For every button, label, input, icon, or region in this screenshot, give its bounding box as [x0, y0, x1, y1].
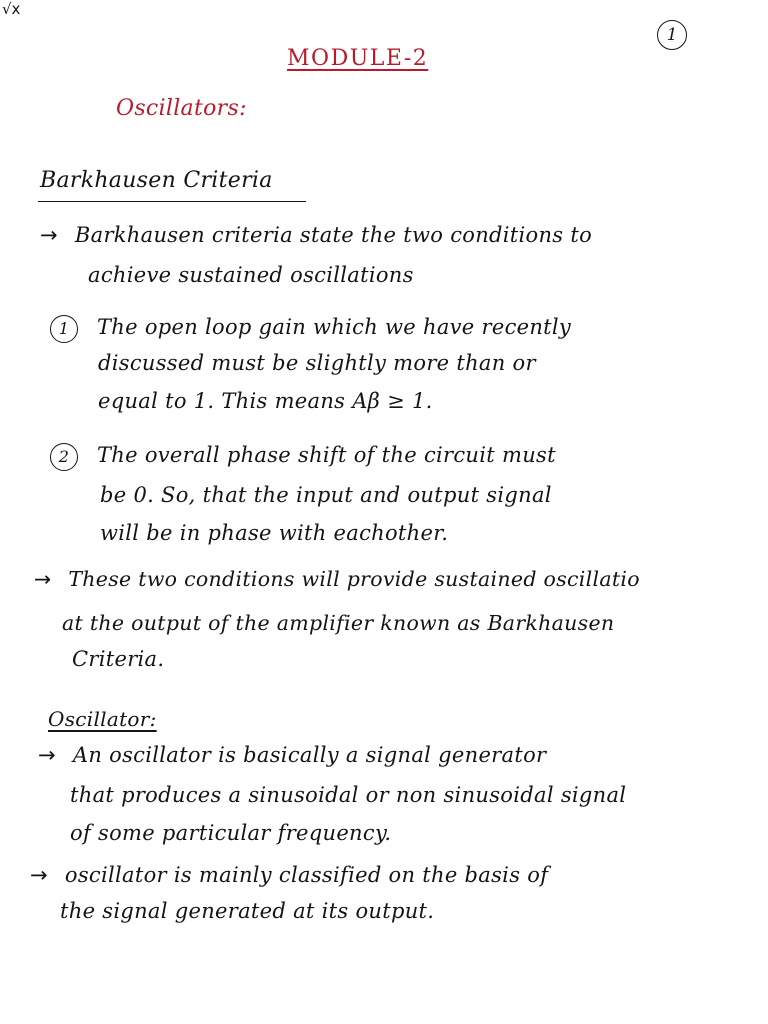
condition1-line-3: equal to 1. This means Aβ ≥ 1.: [98, 389, 433, 413]
intro-line-1: [40, 222, 592, 248]
oscillator-point2-text-1: oscillator is mainly classified on the basis of: [64, 863, 549, 887]
condition1-line-2: discussed must be slightly more than or: [98, 351, 536, 375]
condition1-number-icon: 1: [50, 315, 78, 343]
condition2-text-1: The overall phase shift of the circuit must: [96, 443, 556, 467]
arrow-icon: →: [30, 863, 48, 887]
oscillator-point1-line-3: of some particular frequency.: [70, 821, 392, 845]
oscillator-point2-line-1: [30, 862, 548, 888]
intro-text-1: Barkhausen criteria state the two conditions to: [74, 223, 593, 247]
oscillator-point1-text-1: An oscillator is basically a signal generator: [72, 743, 547, 767]
condition1-line-1: [50, 314, 571, 343]
barkhausen-heading: Barkhausen Criteria: [40, 168, 273, 193]
oscillator-heading: Oscillator:: [48, 707, 157, 731]
condition2-line-2: be 0. So, that the input and output signal: [100, 483, 552, 507]
condition2-line-3: will be in phase with eachother.: [100, 521, 449, 545]
condition2-line-1: [50, 442, 556, 471]
module-title: MODULE-2: [287, 46, 429, 71]
barkhausen-underline: [38, 201, 306, 202]
page-number: 1: [666, 25, 678, 45]
arrow-icon: →: [34, 567, 52, 591]
arrow-icon: →: [38, 743, 56, 767]
oscillator-point2-line-2: the signal generated at its output.: [60, 899, 435, 923]
summary-line-3: Criteria.: [72, 647, 165, 671]
oscillator-point1-line-2: that produces a sinusoidal or non sinusoidal signal: [70, 783, 627, 807]
condition1-text-1: The open loop gain which we have recently: [96, 315, 572, 339]
arrow-icon: →: [40, 223, 58, 247]
corner-mark: √x: [2, 0, 21, 18]
intro-line-2: achieve sustained oscillations: [88, 263, 414, 287]
oscillator-point1-line-1: [38, 742, 546, 768]
section-title: Oscillators:: [116, 96, 247, 121]
summary-line-2: at the output of the amplifier known as Barkhausen: [62, 611, 615, 635]
page-number-badge: [657, 20, 687, 50]
condition2-number-icon: 2: [50, 443, 78, 471]
summary-line-1: [34, 566, 640, 592]
summary-text-1: These two conditions will provide sustained oscillatio: [68, 567, 640, 591]
